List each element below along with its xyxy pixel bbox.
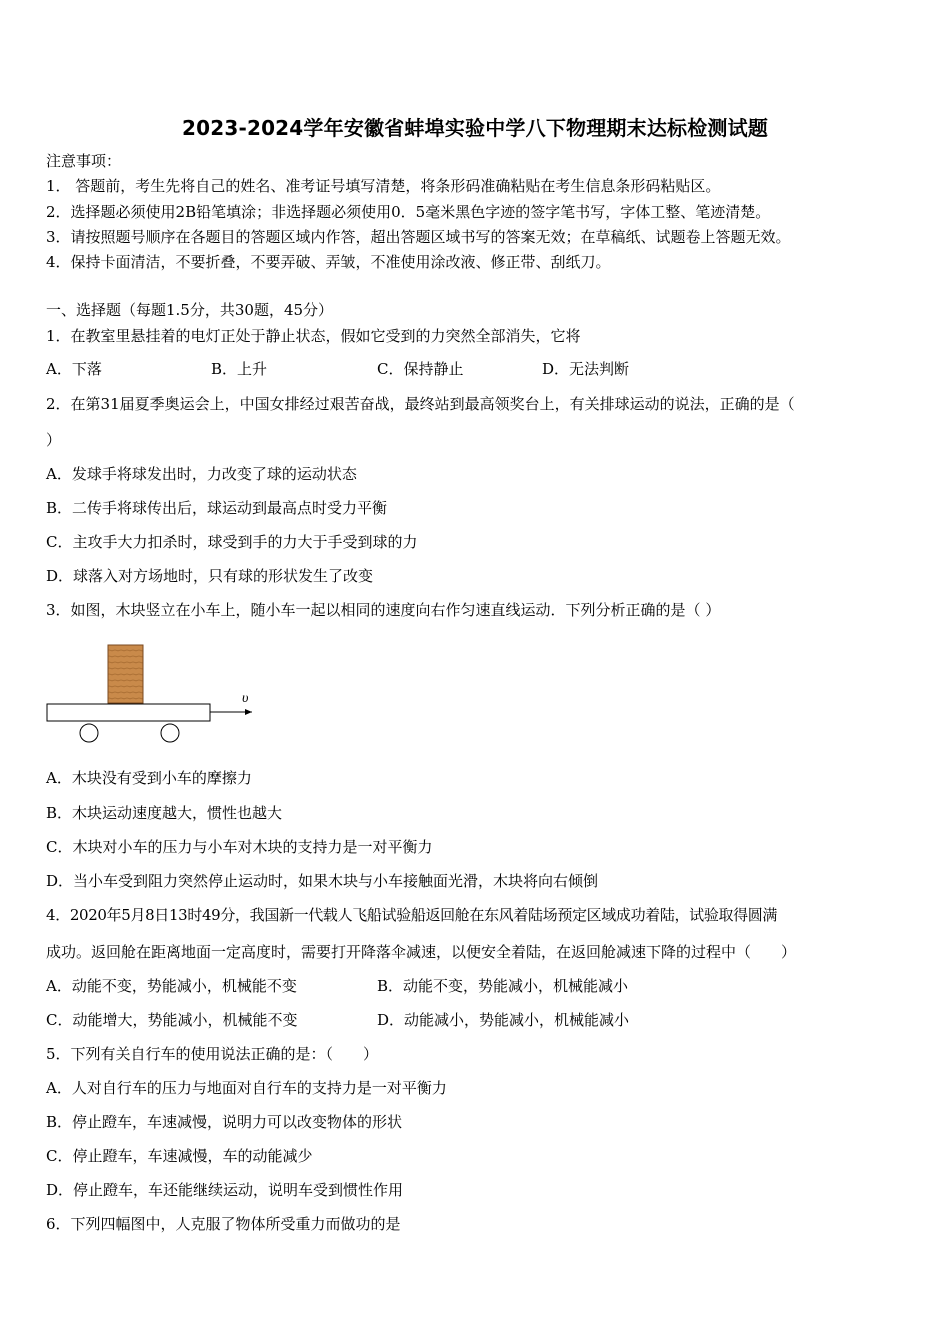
question-3-option-b: B．木块运动速度越大，惯性也越大 — [46, 804, 283, 822]
cart-body — [47, 704, 210, 721]
question-4-stem-cont: 成功。返回舱在距离地面一定高度时，需要打开降落伞减速，以便安全着陆，在返回舱减速下降的过程中（ ） — [46, 943, 797, 961]
note-item-3: 3．请按照题号顺序在各题目的答题区域内作答，超出答题区域书写的答案无效；在草稿纸、试题卷上答题无效。 — [46, 228, 791, 246]
notes-heading: 注意事项： — [46, 152, 122, 170]
velocity-label: υ — [242, 691, 249, 706]
wood-block — [108, 645, 143, 703]
question-2-option-d: D．球落入对方场地时，只有球的形状发生了改变 — [46, 567, 374, 585]
question-4-option-c: C．动能增大，势能减小，机械能不变 — [46, 1011, 298, 1029]
cart-wheel-right — [161, 724, 179, 742]
question-4-option-a: A．动能不变，势能减小，机械能不变 — [46, 977, 297, 995]
question-1-stem: 1．在教室里悬挂着的电灯正处于静止状态，假如它受到的力突然全部消失，它将 — [46, 327, 581, 345]
question-1-option-a: A．下落 — [46, 360, 102, 378]
note-item-4: 4．保持卡面清洁，不要折叠，不要弄破、弄皱，不准使用涂改液、修正带、刮纸刀。 — [46, 253, 611, 271]
question-2-stem: 2．在第31届夏季奥运会上，中国女排经过艰苦奋战，最终站到最高领奖台上，有关排球运动的说法，正确的是（ — [46, 395, 795, 413]
velocity-arrow-head — [245, 709, 252, 715]
question-5-option-c: C．停止蹬车，车速减慢，车的动能减少 — [46, 1147, 313, 1165]
note-item-1: 1． 答题前，考生先将自己的姓名、准考证号填写清楚，将条形码准确粘贴在考生信息条形码粘贴区。 — [46, 177, 721, 195]
question-5-stem: 5．下列有关自行车的使用说法正确的是：（ ） — [46, 1045, 379, 1063]
page-title: 2023-2024学年安徽省蚌埠实验中学八下物理期末达标检测试题 — [181, 116, 769, 140]
question-3-option-a: A．木块没有受到小车的摩擦力 — [46, 769, 252, 787]
question-2-option-b: B．二传手将球传出后，球运动到最高点时受力平衡 — [46, 499, 388, 517]
question-2-option-c: C．主攻手大力扣杀时，球受到手的力大于手受到球的力 — [46, 533, 418, 551]
question-3-option-c: C．木块对小车的压力与小车对木块的支持力是一对平衡力 — [46, 838, 433, 856]
cart-block-figure — [46, 642, 266, 752]
question-5-option-b: B．停止蹬车，车速减慢，说明力可以改变物体的形状 — [46, 1113, 403, 1131]
question-2-stem-end: ） — [46, 431, 62, 449]
question-3-option-d: D．当小车受到阻力突然停止运动时，如果木块与小车接触面光滑，木块将向右倾倒 — [46, 872, 599, 890]
question-5-option-a: A．人对自行车的压力与地面对自行车的支持力是一对平衡力 — [46, 1079, 447, 1097]
section-heading: 一、选择题（每题1.5分，共30题，45分） — [46, 301, 334, 319]
question-4-option-d: D．动能减小，势能减小，机械能减小 — [377, 1011, 630, 1029]
question-6-stem: 6．下列四幅图中，人克服了物体所受重力而做功的是 — [46, 1215, 401, 1233]
question-3-stem: 3．如图，木块竖立在小车上，随小车一起以相同的速度向右作匀速直线运动．下列分析正确的是（ ） — [46, 601, 721, 619]
question-1-option-c: C．保持静止 — [377, 360, 464, 378]
note-item-2: 2．选择题必须使用2B铅笔填涂；非选择题必须使用0．5毫米黑色字迹的签字笔书写，字体工整、笔迹清楚。 — [46, 203, 771, 221]
question-4-option-b: B．动能不变，势能减小，机械能减小 — [377, 977, 629, 995]
question-1-option-d: D．无法判断 — [542, 360, 630, 378]
question-1-option-b: B．上升 — [211, 360, 268, 378]
question-2-option-a: A．发球手将球发出时，力改变了球的运动状态 — [46, 465, 357, 483]
question-5-option-d: D．停止蹬车，车还能继续运动，说明车受到惯性作用 — [46, 1181, 404, 1199]
question-4-stem: 4．2020年5月8日13时49分，我国新一代载人飞船试验船返回舱在东风着陆场预定区域成功着陆，试验取得圆满 — [46, 906, 778, 924]
cart-wheel-left — [80, 724, 98, 742]
